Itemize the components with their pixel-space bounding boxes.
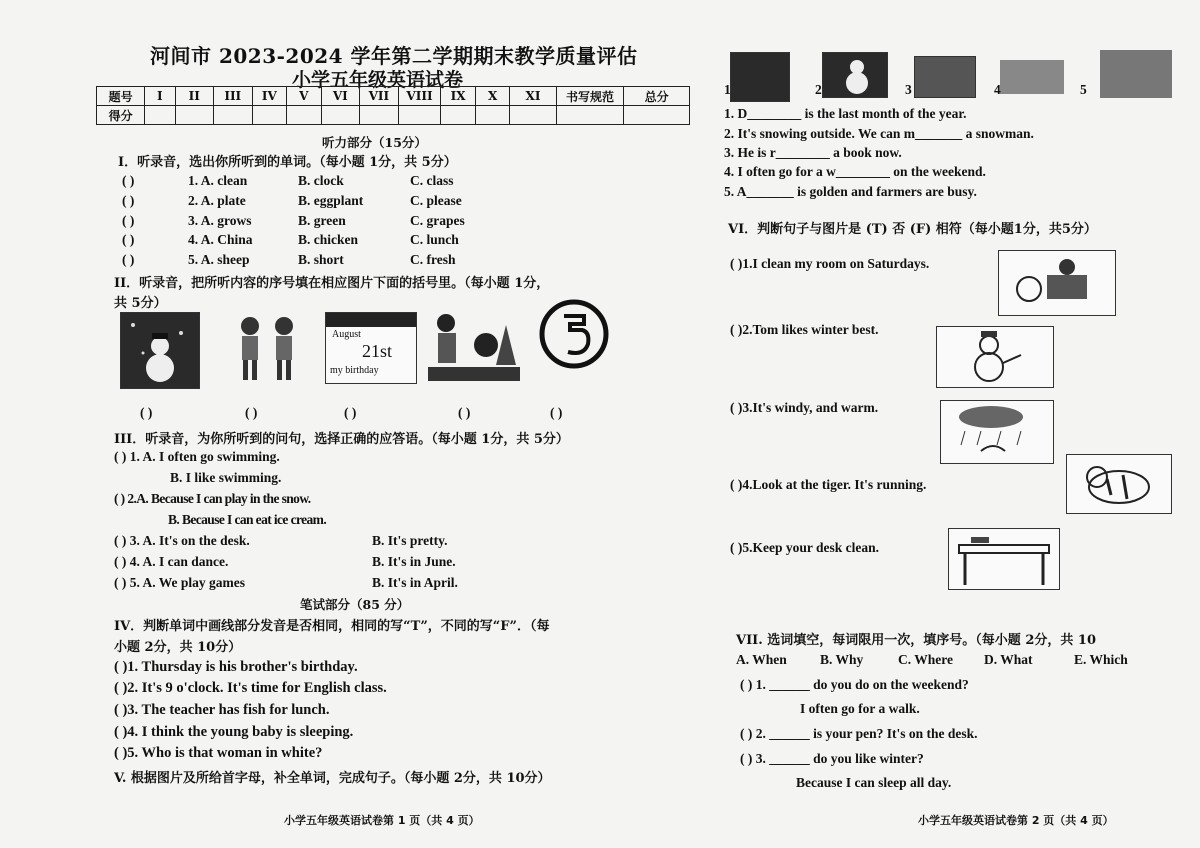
- fill-question-3: ( ) 3. ______ do you like winter?: [740, 751, 924, 766]
- answer-paren[interactable]: ( ): [122, 173, 135, 188]
- two-kids-picture: [228, 312, 306, 387]
- score-header-cell: 书写规范: [556, 87, 624, 106]
- page-2-footer: 小学五年级英语试卷第 2 页（共 4 页）: [918, 814, 1114, 827]
- fill-question-1: ( ) 1. ______ do you do on the weekend?: [740, 677, 969, 692]
- score-table: [96, 86, 690, 125]
- reading-picture: [914, 56, 976, 98]
- picture-number: 3: [905, 82, 912, 97]
- score-cell[interactable]: [175, 106, 213, 125]
- desk-picture: [948, 528, 1060, 590]
- score-cell[interactable]: [360, 106, 399, 125]
- option-b: B. green: [298, 213, 346, 228]
- score-cell[interactable]: [321, 106, 359, 125]
- snowman-making-picture: [822, 52, 888, 98]
- page-1-footer: 小学五年级英语试卷第 1 页（共 4 页）: [284, 814, 480, 827]
- score-table-header-row: [97, 87, 690, 106]
- section-6-title: VI．判断句子与图片是 (T) 否 (F) 相符（每小题1分，共5分）: [728, 222, 1097, 237]
- judge-item: ( )1.I clean my room on Saturdays.: [730, 256, 930, 271]
- section-5-title: V. 根据图片及所给首字母，补全单词，完成句子。（每小题 2分，共 10分）: [114, 771, 551, 786]
- option-a: 4. A. China: [188, 232, 253, 247]
- score-header-cell: VI: [321, 87, 359, 106]
- snowman-picture: [936, 326, 1054, 388]
- score-cell[interactable]: [252, 106, 287, 125]
- fill-sentence: 4. I often go for a w________ on the weekend.: [724, 164, 986, 179]
- section-1-title: I．听录音，选出你所听到的单词。（每小题 1分，共 5分）: [118, 155, 457, 170]
- tiger-icon: [1067, 455, 1171, 513]
- section-3-title: III．听录音，为你所听到的问句，选择正确的应答语。（每小题 1分，共 5分）: [114, 432, 569, 447]
- snowman-icon: [937, 327, 1053, 387]
- score-cell[interactable]: [475, 106, 509, 125]
- score-cell[interactable]: [213, 106, 252, 125]
- judge-item: ( )2.Tom likes winter best.: [730, 322, 879, 337]
- section-2-title-cont: 共 5分）: [114, 296, 167, 311]
- snowman-picture: [120, 312, 200, 389]
- option-c: C. lunch: [410, 232, 459, 247]
- score-cell[interactable]: [287, 106, 321, 125]
- score-header-cell: X: [475, 87, 509, 106]
- word-option: B. Why: [820, 652, 864, 667]
- snowman-icon: [823, 53, 887, 97]
- score-row-label: 得分: [97, 106, 145, 125]
- tiger-picture: [1066, 454, 1172, 514]
- pronunciation-item: ( )1. Thursday is his brother's birthday.: [114, 659, 358, 675]
- cleaning-icon: [999, 251, 1115, 315]
- judge-item: ( )3.It's windy, and warm.: [730, 400, 879, 415]
- section-2-title: II．听录音，把所听内容的序号填在相应图片下面的括号里。（每小题 1分，: [114, 276, 550, 291]
- fill-sentence: 1. D________ is the last month of the year.: [724, 106, 967, 121]
- page-2: [700, 0, 1200, 848]
- option-b: B. short: [298, 252, 344, 267]
- section-7-title: VII. 选词填空，每词限用一次，填序号。（每小题 2分，共 10: [736, 633, 1096, 648]
- option-c: C. class: [410, 173, 454, 188]
- children-icon: [228, 312, 306, 387]
- option-a: 2. A. plate: [188, 193, 246, 208]
- number-five-icon: [538, 298, 610, 370]
- fill-sentence: 2. It's snowing outside. We can m_______ a snowman.: [724, 126, 1034, 141]
- picture-number: 1: [724, 82, 731, 97]
- pronunciation-item: ( )2. It's 9 o'clock. It's time for English class.: [114, 680, 387, 696]
- christmas-party-picture: [428, 305, 520, 383]
- question-5-b: B. It's in April.: [372, 575, 458, 590]
- question-1-a: ( ) 1. A. I often go swimming.: [114, 449, 280, 464]
- answer-paren[interactable]: ( ): [245, 405, 258, 420]
- answer-paren[interactable]: ( ): [344, 405, 357, 420]
- question-4-b: B. It's in June.: [372, 554, 456, 569]
- snowman-icon: [121, 313, 199, 388]
- score-table-score-row: [97, 106, 690, 125]
- picture-number: 2: [815, 82, 822, 97]
- picture-number: 4: [994, 82, 1001, 97]
- word-option: A. When: [736, 652, 787, 667]
- score-cell[interactable]: [441, 106, 476, 125]
- pronunciation-item: ( )4. I think the young baby is sleeping.: [114, 724, 354, 740]
- calendar-note: my birthday: [330, 365, 379, 376]
- clean-room-picture: [998, 250, 1116, 316]
- question-2-a: ( ) 2.A. Because I can play in the snow.: [114, 491, 311, 506]
- question-4-a: ( ) 4. A. I can dance.: [114, 554, 229, 569]
- rainy-weather-picture: [940, 400, 1054, 464]
- listening-section-header: 听力部分（15分）: [322, 135, 427, 150]
- calendar-rings: [326, 313, 416, 327]
- question-3-b: B. It's pretty.: [372, 533, 448, 548]
- party-icon: [428, 305, 520, 383]
- exam-subtitle: 小学五年级英语试卷: [292, 69, 464, 91]
- word-option: C. Where: [898, 652, 953, 667]
- pronunciation-item: ( )3. The teacher has fish for lunch.: [114, 702, 330, 718]
- fill-question-2: ( ) 2. ______ is your pen? It's on the desk.: [740, 726, 978, 741]
- score-header-cell: I: [145, 87, 175, 106]
- question-2-b: B. Because I can eat ice cream.: [168, 512, 327, 527]
- score-header-cell: V: [287, 87, 321, 106]
- score-header-cell: 题号: [97, 87, 145, 106]
- option-c: C. fresh: [410, 252, 456, 267]
- score-header-cell: IV: [252, 87, 287, 106]
- fill-sentence: 3. He is r________ a book now.: [724, 145, 902, 160]
- option-c: C. please: [410, 193, 462, 208]
- score-header-cell: 总分: [624, 87, 690, 106]
- exam-title: 河间市 2023-2024 学年第二学期期末教学质量评估: [150, 44, 638, 68]
- word-option: E. Which: [1074, 652, 1128, 667]
- answer-paren[interactable]: ( ): [550, 405, 563, 420]
- autumn-harvest-picture: [1100, 50, 1172, 98]
- answer-paren[interactable]: ( ): [458, 405, 471, 420]
- calendar-day: 21st: [362, 341, 393, 361]
- fill-sentence: 5. A_______ is golden and farmers are busy.: [724, 184, 977, 199]
- option-a: 3. A. grows: [188, 213, 252, 228]
- score-cell[interactable]: [510, 106, 556, 125]
- option-b: B. clock: [298, 173, 344, 188]
- fill-answer-1: I often go for a walk.: [800, 701, 920, 716]
- score-header-cell: VII: [360, 87, 399, 106]
- pronunciation-item: ( )5. Who is that woman in white?: [114, 745, 323, 761]
- score-header-cell: III: [213, 87, 252, 106]
- answer-paren[interactable]: ( ): [122, 252, 135, 267]
- walking-picture: [1000, 60, 1064, 94]
- judge-item: ( )5.Keep your desk clean.: [730, 540, 879, 555]
- answer-paren[interactable]: ( ): [122, 193, 135, 208]
- section-4-title-cont: 小题 2分，共 10分）: [114, 640, 242, 655]
- answer-paren[interactable]: ( ): [140, 405, 153, 420]
- option-a: 5. A. sheep: [188, 252, 250, 267]
- answer-paren[interactable]: ( ): [122, 232, 135, 247]
- question-3-a: ( ) 3. A. It's on the desk.: [114, 533, 250, 548]
- score-header-cell: VIII: [398, 87, 441, 106]
- question-1-b: B. I like swimming.: [170, 470, 282, 485]
- desk-icon: [949, 529, 1059, 589]
- score-cell[interactable]: [398, 106, 441, 125]
- rain-cloud-icon: [941, 401, 1053, 463]
- calendar-month: August: [332, 329, 361, 340]
- option-c: C. grapes: [410, 213, 465, 228]
- section-4-title: IV．判断单词中画线部分发音是否相同，相同的写“T”，不同的写“F”．（每: [114, 619, 550, 634]
- score-header-cell: XI: [510, 87, 556, 106]
- written-section-header: 笔试部分（85 分）: [300, 597, 410, 612]
- question-5-a: ( ) 5. A. We play games: [114, 575, 245, 590]
- judge-item: ( )4.Look at the tiger. It's running.: [730, 477, 927, 492]
- score-cell[interactable]: [556, 106, 624, 125]
- score-cell[interactable]: [624, 106, 690, 125]
- answer-paren[interactable]: ( ): [122, 213, 135, 228]
- december-picture: [730, 52, 790, 102]
- fill-answer-3: Because I can sleep all day.: [796, 775, 952, 790]
- option-a: 1. A. clean: [188, 173, 248, 188]
- score-header-cell: II: [175, 87, 213, 106]
- picture-number: 5: [1080, 82, 1087, 97]
- option-b: B. eggplant: [298, 193, 364, 208]
- calendar-picture: [325, 312, 417, 384]
- option-b: B. chicken: [298, 232, 359, 247]
- number-5-picture: [538, 298, 610, 370]
- score-cell[interactable]: [145, 106, 175, 125]
- score-header-cell: IX: [441, 87, 476, 106]
- word-option: D. What: [984, 652, 1033, 667]
